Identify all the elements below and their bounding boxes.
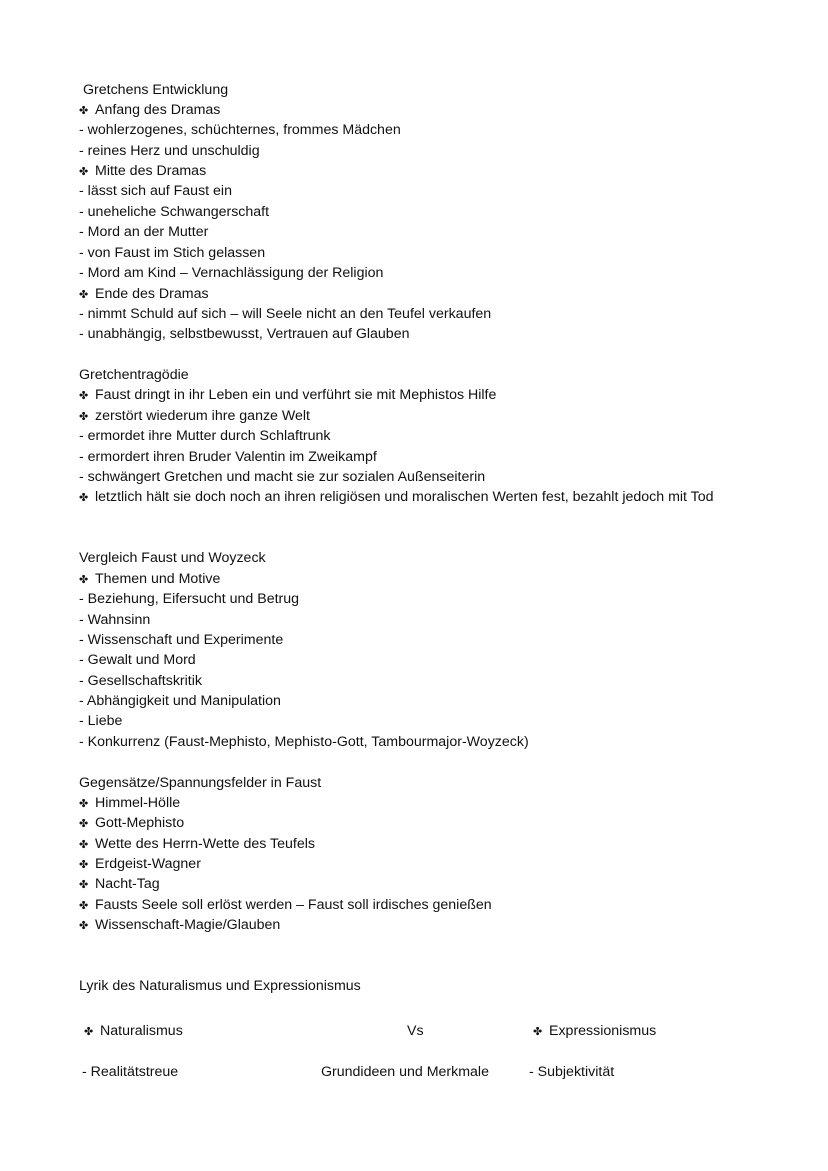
bullet-item: ✤ Nacht-Tag <box>79 874 160 895</box>
bullet-item: ✤ Anfang des Dramas <box>79 100 220 121</box>
dash-item: - wohlerzogenes, schüchternes, frommes Mädchen <box>79 122 401 138</box>
dash-item: - Abhängigkeit und Manipulation <box>79 693 281 709</box>
cell-left: - Realitätstreue <box>82 1064 179 1080</box>
bullet-item: ✤ Faust dringt in ihr Leben ein und verführt sie mit Mephistos Hilfe <box>79 385 496 406</box>
sprout-icon: ✤ <box>79 492 89 504</box>
section-title: Gretchens Entwicklung <box>83 82 229 98</box>
bullet-item: ✤ Ende des Dramas <box>79 284 209 305</box>
dash-item: - uneheliche Schwangerschaft <box>79 204 270 220</box>
sprout-icon: ✤ <box>79 574 89 586</box>
dash-item: - schwängert Gretchen und macht sie zur sozialen Außenseiterin <box>79 469 486 485</box>
dash-item: - Konkurrenz (Faust-Mephisto, Mephisto-Gott, Tambourmajor-Woyzeck) <box>79 734 529 750</box>
sprout-icon: ✤ <box>79 818 89 830</box>
dash-item: - Wissenschaft und Experimente <box>79 632 284 648</box>
dash-item: - von Faust im Stich gelassen <box>79 245 266 261</box>
column-head-naturalismus: ✤ Naturalismus <box>84 1021 183 1042</box>
sprout-icon: ✤ <box>79 879 89 891</box>
bullet-item: ✤ Himmel-Hölle <box>79 793 180 814</box>
dash-item: - Gewalt und Mord <box>79 652 196 668</box>
dash-item: - ermordert ihren Bruder Valentin im Zweikampf <box>79 449 377 465</box>
section-title: Gegensätze/Spannungsfelder in Faust <box>79 775 322 791</box>
dash-item: - ermordet ihre Mutter durch Schlaftrunk <box>79 428 331 444</box>
dash-item: - Mord am Kind – Vernachlässigung der Religion <box>79 265 384 281</box>
section-title: Lyrik des Naturalismus und Expressionismus <box>79 978 361 994</box>
sprout-icon: ✤ <box>79 390 89 402</box>
sprout-icon: ✤ <box>79 900 89 912</box>
bullet-item: ✤ Themen und Motive <box>79 569 220 590</box>
bullet-item: ✤ zerstört wiederum ihre ganze Welt <box>79 406 310 427</box>
section-title: Vergleich Faust und Woyzeck <box>79 550 266 566</box>
dash-item: - unabhängig, selbstbewusst, Vertrauen auf Glauben <box>79 326 410 342</box>
section-title: Gretchentragödie <box>79 367 189 383</box>
dash-item: - Gesellschaftskritik <box>79 673 202 689</box>
cell-right: - Subjektivität <box>529 1064 615 1080</box>
dash-item: - Mord an der Mutter <box>79 224 209 240</box>
bullet-item: ✤ Fausts Seele soll erlöst werden – Faust soll irdisches genießen <box>79 895 492 916</box>
sprout-icon: ✤ <box>79 411 89 423</box>
column-head-vs: Vs <box>407 1023 424 1039</box>
sprout-icon: ✤ <box>84 1026 94 1038</box>
bullet-item: ✤ Wette des Herrn-Wette des Teufels <box>79 834 315 855</box>
dash-item: - Wahnsinn <box>79 612 151 628</box>
bullet-item: ✤ letztlich hält sie doch noch an ihren religiösen und moralischen Werten fest, bezahlt jedoch mit Tod <box>79 487 759 509</box>
dash-item: - Beziehung, Eifersucht und Betrug <box>79 591 300 607</box>
sprout-icon: ✤ <box>79 105 89 117</box>
dash-item: - reines Herz und unschuldig <box>79 143 260 159</box>
sprout-icon: ✤ <box>79 798 89 810</box>
dash-item: - nimmt Schuld auf sich – will Seele nicht an den Teufel verkaufen <box>79 306 492 322</box>
sprout-icon: ✤ <box>79 289 89 301</box>
bullet-item: ✤ Erdgeist-Wagner <box>79 854 201 875</box>
dash-item: - lässt sich auf Faust ein <box>79 183 232 199</box>
sprout-icon: ✤ <box>79 920 89 932</box>
bullet-item: ✤ Mitte des Dramas <box>79 161 206 182</box>
bullet-item: ✤ Gott-Mephisto <box>79 813 184 834</box>
sprout-icon: ✤ <box>533 1026 543 1038</box>
sprout-icon: ✤ <box>79 166 89 178</box>
sprout-icon: ✤ <box>79 839 89 851</box>
cell-mid: Grundideen und Merkmale <box>321 1064 489 1080</box>
bullet-item: ✤ Wissenschaft-Magie/Glauben <box>79 915 280 936</box>
dash-item: - Liebe <box>79 713 123 729</box>
column-head-expressionismus: ✤ Expressionismus <box>533 1021 656 1042</box>
sprout-icon: ✤ <box>79 859 89 871</box>
